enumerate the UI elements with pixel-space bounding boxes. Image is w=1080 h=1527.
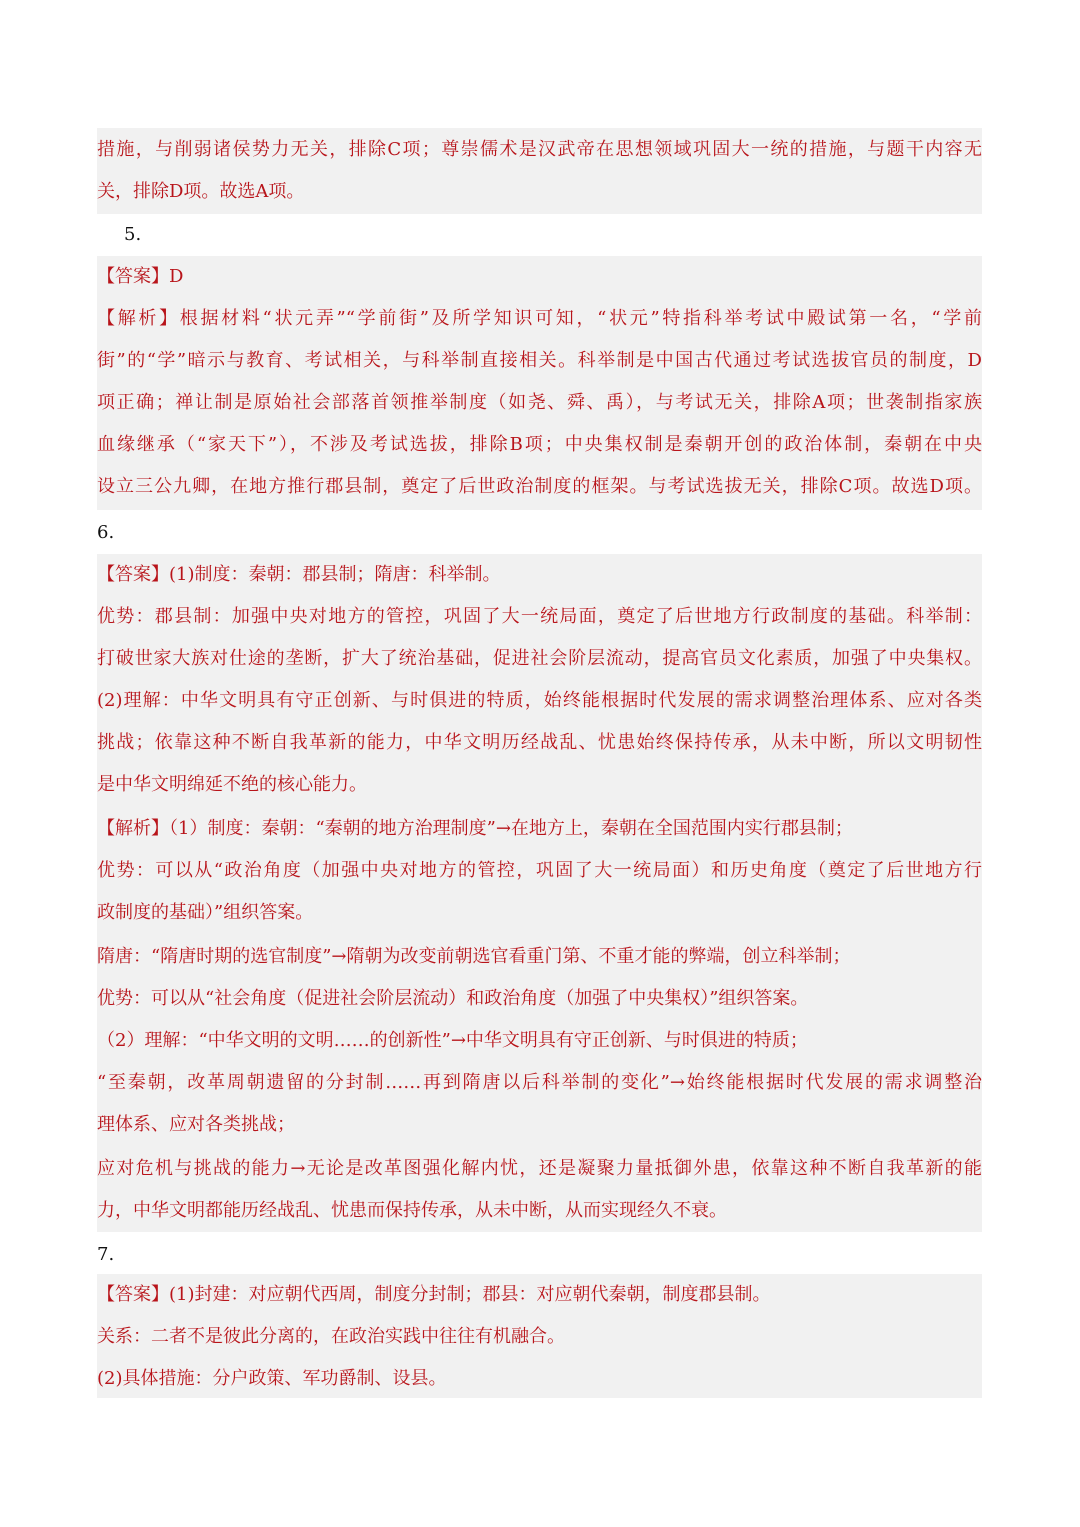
- analysis-line: 设立三公九卿，在地方推行郡县制，奠定了后世政治制度的框架。与考试选拔无关，排除C项。故选D项。: [97, 476, 982, 497]
- question-number-6: 6.: [97, 522, 115, 543]
- answer-line: 优势：郡县制：加强中央对地方的管控，巩固了大一统局面，奠定了后世地方行政制度的基础。科举制：: [97, 606, 982, 627]
- answer-block-q5: [97, 256, 982, 510]
- answer-line: 挑战；依靠这种不断自我革新的能力，中华文明历经战乱、忧患始终保持传承，从未中断，所以文明韧性: [97, 732, 982, 753]
- analysis-line: 隋唐：“隋唐时期的选官制度”→隋朝为改变前朝选官看重门第、不重才能的弊端，创立科举制；: [97, 946, 851, 967]
- analysis-line: 理体系、应对各类挑战；: [97, 1114, 295, 1135]
- answer-block-q6: [97, 554, 982, 1232]
- analysis-line: 优势：可以从“政治角度（加强中央对地方的管控，巩固了大一统局面）和历史角度（奠定了后世地方行: [97, 860, 982, 881]
- answer-block-q7: [97, 1274, 982, 1398]
- answer-line: (2)理解：中华文明具有守正创新、与时俱进的特质，始终能根据时代发展的需求调整治理体系、应对各类: [97, 690, 982, 711]
- analysis-line: 优势：可以从“社会角度（促进社会阶层流动）和政治角度（加强了中央集权）”组织答案。: [97, 988, 809, 1009]
- analysis-line: 【解析】根据材料“状元弄”“学前街”及所学知识可知，“状元”特指科举考试中殿试第一名，“学前: [97, 308, 982, 329]
- answer-line: 【答案】D: [97, 266, 184, 287]
- analysis-line: “至秦朝，改革周朝遗留的分封制……再到隋唐以后科举制的变化”→始终能根据时代发展的需求调整治: [97, 1072, 982, 1093]
- text-line: 关，排除D项。故选A项。: [97, 181, 305, 202]
- answer-line: 是中华文明绵延不绝的核心能力。: [97, 774, 367, 795]
- answer-line: 打破世家大族对仕途的垄断，扩大了统治基础，促进社会阶层流动，提高官员文化素质，加强了中央集权。: [97, 648, 982, 669]
- analysis-line: 【解析】（1）制度：秦朝：“秦朝的地方治理制度”→在地方上，秦朝在全国范围内实行郡县制；: [97, 818, 853, 839]
- answer-block-continued: [97, 128, 982, 214]
- answer-line: 【答案】(1)封建：对应朝代西周，制度分封制；郡县：对应朝代秦朝，制度郡县制。: [97, 1284, 771, 1305]
- answer-line: (2)具体措施：分户政策、军功爵制、设县。: [97, 1368, 447, 1389]
- question-number-5: 5.: [124, 224, 142, 245]
- question-number-7: 7.: [97, 1244, 115, 1265]
- analysis-line: 政制度的基础）”组织答案。: [97, 902, 314, 923]
- analysis-line: 项正确；禅让制是原始社会部落首领推举制度（如尧、舜、禹），与考试无关，排除A项；世袭制指家族: [97, 392, 982, 413]
- answer-line: 【答案】(1)制度：秦朝：郡县制；隋唐：科举制。: [97, 564, 501, 585]
- analysis-line: 力，中华文明都能历经战乱、忧患而保持传承，从未中断，从而实现经久不衰。: [97, 1200, 727, 1221]
- analysis-line: 街”的“学”暗示与教育、考试相关，与科举制直接相关。科举制是中国古代通过考试选拔官员的制度，D: [97, 350, 982, 371]
- text-line: 措施，与削弱诸侯势力无关，排除C项；尊崇儒术是汉武帝在思想领域巩固大一统的措施，与题干内容无: [97, 139, 982, 160]
- analysis-line: 血缘继承（“家天下”），不涉及考试选拔，排除B项；中央集权制是秦朝开创的政治体制，秦朝在中央: [97, 434, 982, 455]
- analysis-line: 应对危机与挑战的能力→无论是改革图强化解内忧，还是凝聚力量抵御外患，依靠这种不断自我革新的能: [97, 1158, 982, 1179]
- answer-line: 关系：二者不是彼此分离的，在政治实践中往往有机融合。: [97, 1326, 565, 1347]
- analysis-line: （2）理解：“中华文明的文明……的创新性”→中华文明具有守正创新、与时俱进的特质；: [97, 1030, 808, 1051]
